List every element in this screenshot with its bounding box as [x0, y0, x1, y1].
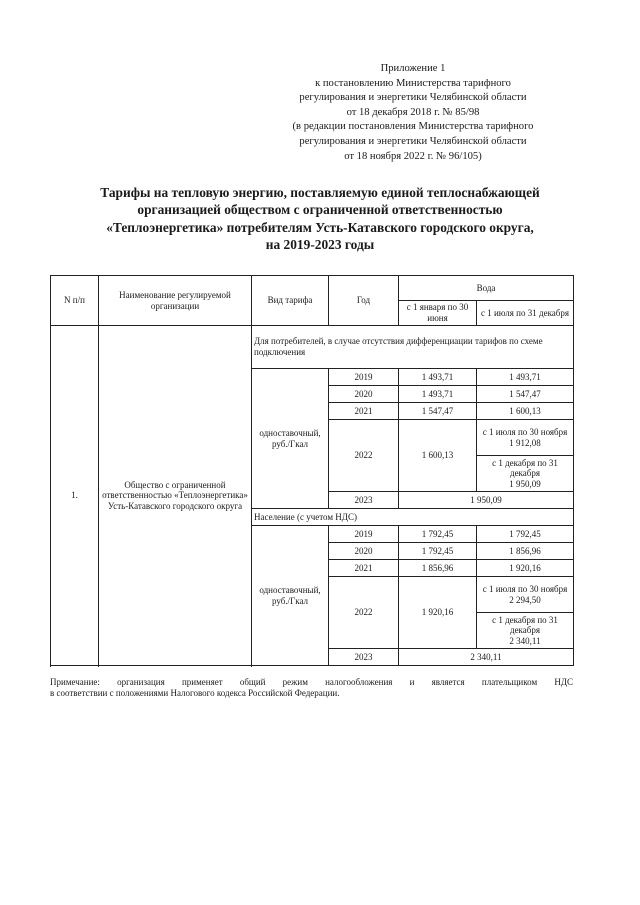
annex-line: от 18 ноября 2022 г. № 96/105) [344, 150, 482, 162]
value-merged: 2 340,11 [399, 649, 574, 666]
year-cell: 2022 [329, 577, 399, 649]
header-org: Наименование регулируемой организации [99, 276, 252, 326]
value-h1: 1 493,71 [399, 386, 477, 403]
split-period-value: 1 912,08 [509, 437, 541, 448]
footnote-line: Примечание: организация применяет общий режим налогообложения и является плательщиком НДС [50, 677, 573, 687]
value-h2: 1 920,16 [477, 560, 574, 577]
header-num: N п/п [51, 276, 99, 326]
value-h2: 1 856,96 [477, 543, 574, 560]
split-period-label: с 1 июля по 30 ноября [482, 426, 568, 437]
header-year: Год [329, 276, 399, 326]
value-h2: 1 600,13 [477, 403, 574, 420]
annex-line: к постановлению Министерства тарифного [315, 77, 511, 89]
annex-line: от 18 декабря 2018 г. № 85/98 [346, 106, 480, 118]
year-cell: 2020 [329, 386, 399, 403]
year-cell: 2019 [329, 526, 399, 543]
split-period-a [477, 577, 574, 613]
footnote-line: в соответствии с положениями Налогового кодекса Российской Федерации. [50, 688, 340, 698]
annex-line: регулирования и энергетики Челябинской области [299, 92, 527, 104]
organization-name: Общество с ограниченной ответственностью «Теплоэнергетика» Усть-Катавского городского округа [99, 326, 252, 666]
value-h1: 1 856,96 [399, 560, 477, 577]
section-title: Население (с учетом НДС) [252, 509, 574, 526]
annex-line: (в редакции постановления Министерства тарифного [292, 121, 534, 133]
annex-line: регулирования и энергетики Челябинской области [299, 135, 527, 147]
value-merged: 1 950,09 [399, 492, 574, 509]
split-period-b [477, 456, 574, 492]
value-h2: 1 547,47 [477, 386, 574, 403]
value-h2: 1 493,71 [477, 369, 574, 386]
split-period-label: с 1 июля по 30 ноября [482, 583, 568, 594]
value-h1: 1 792,45 [399, 526, 477, 543]
value-h1: 1 920,16 [399, 577, 477, 649]
header-h2: с 1 июля по 31 декабря [477, 301, 574, 326]
split-period-a [477, 420, 574, 456]
header-row [51, 276, 574, 301]
year-cell: 2022 [329, 420, 399, 492]
year-cell: 2021 [329, 403, 399, 420]
annex-line: Приложение 1 [380, 63, 446, 74]
year-cell: 2023 [329, 649, 399, 666]
split-period-value: 2 340,11 [509, 635, 541, 646]
header-water: Вода [399, 276, 574, 301]
document-title [40, 184, 600, 254]
header-type: Вид тарифа [252, 276, 329, 326]
tariff-type: одноставочный, руб./Гкал [252, 526, 329, 666]
split-period-value: 1 950,09 [509, 478, 541, 489]
row-number: 1. [51, 326, 99, 666]
split-period-value: 2 294,50 [509, 594, 541, 605]
year-cell: 2020 [329, 543, 399, 560]
split-period-label: с 1 декабря по 31 декабря [492, 614, 558, 636]
split-period-b [477, 613, 574, 649]
year-cell: 2023 [329, 492, 399, 509]
title-line: на 2019-2023 годы [265, 237, 375, 253]
title-line: организацией обществом с ограниченной ответственностью [137, 202, 503, 218]
annex-header [248, 62, 578, 164]
value-h1: 1 600,13 [399, 420, 477, 492]
value-h1: 1 547,47 [399, 403, 477, 420]
split-period-label: с 1 декабря по 31 декабря [492, 457, 558, 479]
section-title-row [51, 326, 574, 369]
value-h1: 1 792,45 [399, 543, 477, 560]
title-line: Тарифы на тепловую энергию, поставляемую единой теплоснабжающей [100, 185, 540, 200]
year-cell: 2021 [329, 560, 399, 577]
value-h2: 1 792,45 [477, 526, 574, 543]
tariff-table [50, 275, 574, 666]
header-h1: с 1 января по 30 июня [399, 301, 477, 326]
footnote [50, 677, 573, 699]
section-title: Для потребителей, в случае отсутствия дифференциации тарифов по схеме подключения [252, 326, 574, 369]
tariff-type: одноставочный, руб./Гкал [252, 369, 329, 509]
value-h1: 1 493,71 [399, 369, 477, 386]
title-line: «Теплоэнергетика» потребителям Усть-Катавского городского округа, [106, 219, 534, 235]
year-cell: 2019 [329, 369, 399, 386]
